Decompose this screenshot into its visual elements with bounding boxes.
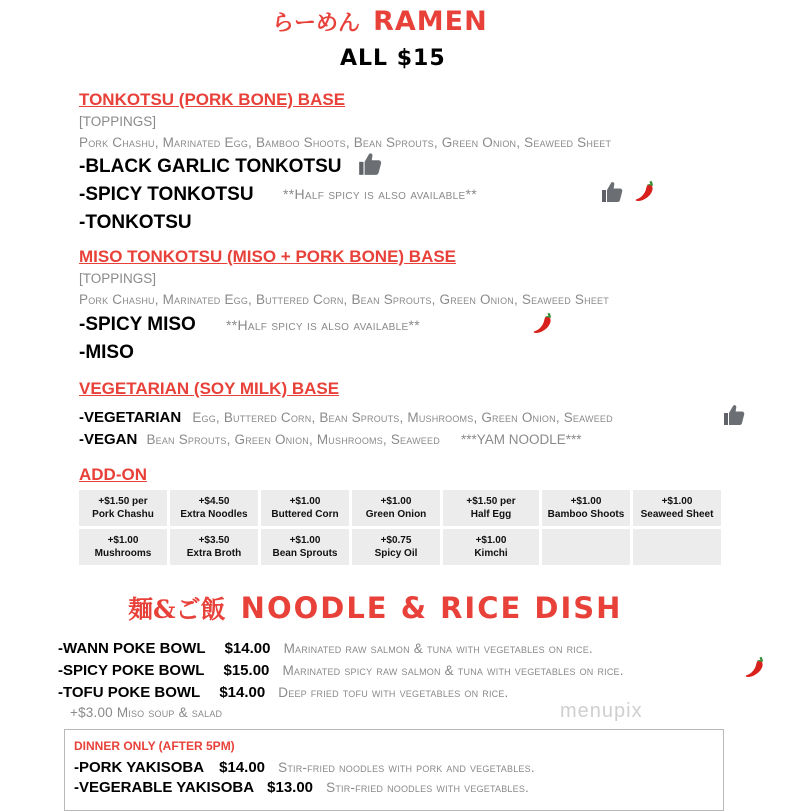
yam-noodle-note: ***YAM NOODLE*** bbox=[461, 432, 582, 447]
miso-heading: MISO TONKOTSU (MISO + PORK BONE) BASE bbox=[79, 247, 457, 266]
miso-soup-salad-note: +$3.00 Miso soup & salad bbox=[70, 705, 223, 720]
tonkotsu-heading: TONKOTSU (PORK BONE) BASE bbox=[79, 90, 346, 109]
item-name: -SPICY POKE BOWL bbox=[58, 662, 205, 679]
item-desc: Deep fried tofu with vegetables on rice. bbox=[278, 685, 509, 700]
item-desc: Stir-fried noodles with vegetables. bbox=[326, 780, 529, 795]
addon-cell bbox=[633, 490, 721, 526]
addon-price: +$1.50 per bbox=[466, 496, 516, 507]
noodle-rice-header bbox=[128, 590, 622, 626]
item-desc: Egg, Buttered Corn, Bean Sprouts, Mushrooms, Green Onion, Seaweed bbox=[192, 410, 613, 425]
addon-heading: ADD-ON bbox=[79, 465, 147, 484]
addon-name: Extra Broth bbox=[186, 548, 242, 559]
menu-item-miso bbox=[79, 342, 134, 364]
addon-cell bbox=[352, 490, 440, 526]
item-name: -VEGETARIAN bbox=[79, 409, 182, 426]
addon-price: +$1.00 bbox=[107, 535, 139, 546]
addon-price: +$1.00 bbox=[289, 535, 321, 546]
menu-item-vegetarian bbox=[79, 407, 613, 426]
item-name: -MISO bbox=[79, 342, 134, 363]
item-desc: Bean Sprouts, Green Onion, Mushrooms, Seaweed bbox=[146, 432, 440, 447]
addon-cell bbox=[261, 490, 349, 526]
item-desc: Marinated spicy raw salmon & tuna with vegetables on rice. bbox=[282, 663, 624, 678]
chili-pepper-icon bbox=[632, 178, 658, 204]
addon-cell bbox=[443, 490, 539, 526]
item-name: -SPICY MISO bbox=[79, 314, 196, 335]
thumbs-up-icon bbox=[722, 403, 746, 427]
addon-price: +$3.50 bbox=[198, 535, 230, 546]
menu-item-spicy-poke-bowl bbox=[58, 660, 624, 679]
addon-cell bbox=[443, 529, 539, 565]
thumbs-up-icon bbox=[357, 151, 383, 177]
chili-pepper-icon bbox=[742, 654, 768, 680]
addon-cell bbox=[79, 490, 167, 526]
menu-item-wann-poke-bowl bbox=[58, 638, 593, 657]
addon-cell-empty bbox=[542, 529, 630, 565]
addon-price: +$1.00 bbox=[289, 496, 321, 507]
addon-name: Spicy Oil bbox=[374, 548, 418, 559]
addon-name: Mushrooms bbox=[94, 548, 152, 559]
addon-price: +$0.75 bbox=[380, 535, 412, 546]
item-price: $14.00 bbox=[219, 759, 266, 776]
addon-price: +$1.00 bbox=[380, 496, 412, 507]
addon-name: Bamboo Shoots bbox=[547, 509, 625, 520]
addon-name: Extra Noodles bbox=[180, 509, 248, 520]
menu-header bbox=[272, 6, 488, 37]
miso-toppings-label: [TOPPINGS] bbox=[79, 271, 157, 286]
addon-cell-empty bbox=[633, 529, 721, 565]
menu-item-vegetable-yakisoba bbox=[74, 777, 529, 796]
item-name: -SPICY TONKOTSU bbox=[79, 184, 254, 205]
item-desc: Marinated raw salmon & tuna with vegetables on rice. bbox=[283, 641, 593, 656]
half-spicy-note: **Half spicy is also available** bbox=[283, 186, 477, 202]
item-price: $13.00 bbox=[267, 779, 314, 796]
item-name: -PORK YAKISOBA bbox=[74, 759, 205, 776]
addon-price: +$4.50 bbox=[198, 496, 230, 507]
addon-cell bbox=[170, 529, 258, 565]
addon-cell bbox=[542, 490, 630, 526]
addon-name: Pork Chashu bbox=[92, 509, 154, 520]
item-name: -TOFU POKE BOWL bbox=[58, 684, 201, 701]
item-price: $14.00 bbox=[219, 684, 266, 701]
addon-price: +$1.00 bbox=[661, 496, 693, 507]
addon-price: +$1.00 bbox=[475, 535, 507, 546]
item-name: -BLACK GARLIC TONKOTSU bbox=[79, 156, 342, 177]
miso-toppings: Pork Chashu, Marinated Egg, Buttered Corn, Bean Sprouts, Green Onion, Seaweed Sheet bbox=[79, 292, 609, 307]
addon-name: Buttered Corn bbox=[271, 509, 339, 520]
ramen-jp-title: らーめん bbox=[272, 10, 361, 36]
menu-item-vegan bbox=[79, 429, 582, 448]
vegetarian-heading: VEGETARIAN (SOY MILK) BASE bbox=[79, 379, 340, 398]
noodle-rice-title: NOODLE & RICE DISH bbox=[240, 591, 623, 625]
addon-price: +$1.50 per bbox=[98, 496, 148, 507]
item-name: -VEGERABLE YAKISOBA bbox=[74, 779, 255, 796]
addon-cell bbox=[352, 529, 440, 565]
item-name: -TONKOTSU bbox=[79, 212, 192, 233]
menu-item-spicy-miso bbox=[79, 314, 196, 336]
addon-name: Kimchi bbox=[474, 548, 508, 559]
item-name: -VEGAN bbox=[79, 431, 138, 448]
menu-item-black-garlic-tonkotsu bbox=[79, 156, 383, 178]
tonkotsu-toppings: Pork Chashu, Marinated Egg, Bamboo Shoots, Bean Sprouts, Green Onion, Seaweed Sheet bbox=[79, 135, 612, 150]
dinner-only-label: DINNER ONLY (AFTER 5PM) bbox=[74, 739, 235, 753]
addon-cell bbox=[261, 529, 349, 565]
item-name: -WANN POKE BOWL bbox=[58, 640, 206, 657]
addon-name: Bean Sprouts bbox=[272, 548, 338, 559]
addon-name: Seaweed Sheet bbox=[640, 509, 714, 520]
addon-grid bbox=[79, 490, 721, 565]
noodle-rice-jp-title: 麺&ご飯 bbox=[128, 595, 226, 624]
addon-name: Half Egg bbox=[470, 509, 512, 520]
tonkotsu-toppings-label: [TOPPINGS] bbox=[79, 114, 157, 129]
thumbs-up-icon bbox=[600, 180, 624, 204]
addon-cell bbox=[170, 490, 258, 526]
chili-pepper-icon bbox=[530, 310, 556, 336]
menu-item-tonkotsu bbox=[79, 212, 192, 234]
menu-item-pork-yakisoba bbox=[74, 757, 535, 776]
menu-item-tofu-poke-bowl bbox=[58, 682, 509, 701]
addon-price: +$1.00 bbox=[570, 496, 602, 507]
watermark: menupix bbox=[560, 700, 643, 722]
item-price: $15.00 bbox=[223, 662, 270, 679]
menu-item-spicy-tonkotsu bbox=[79, 184, 254, 206]
item-price: $14.00 bbox=[224, 640, 271, 657]
item-desc: Stir-fried noodles with pork and vegetables. bbox=[278, 760, 535, 775]
price-subtitle: ALL $15 bbox=[340, 46, 446, 71]
addon-cell bbox=[79, 529, 167, 565]
half-spicy-note: **Half spicy is also available** bbox=[226, 317, 420, 333]
ramen-title: RAMEN bbox=[373, 6, 488, 37]
addon-name: Green Onion bbox=[365, 509, 427, 520]
